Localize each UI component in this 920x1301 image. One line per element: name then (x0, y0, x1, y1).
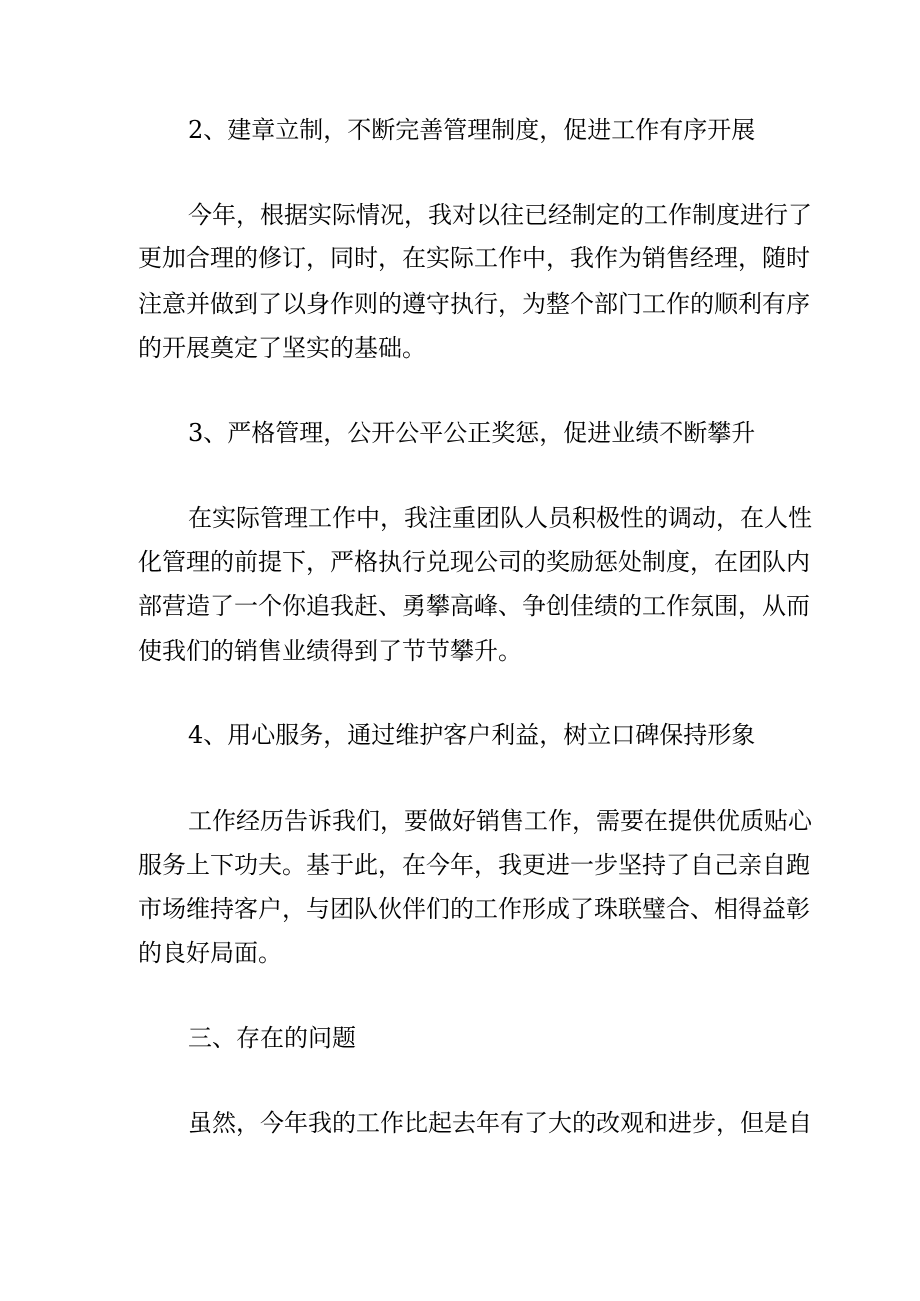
section-heading: 4、用心服务，通过维护客户利益，树立口碑保持形象 (188, 721, 756, 749)
section-heading: 3、严格管理，公开公平公正奖惩，促进业绩不断攀升 (188, 419, 756, 447)
paragraph-line: 的开展奠定了坚实的基础。 (138, 334, 426, 362)
paragraph-line: 今年，根据实际情况，我对以往已经制定的工作制度进行了 (188, 201, 812, 229)
paragraph-line: 的良好局面。 (138, 939, 282, 967)
paragraph-line: 市场维持客户，与团队伙伴们的工作形成了珠联璧合、相得益彰 (138, 895, 810, 923)
paragraph-line: 注意并做到了以身作则的遵守执行，为整个部门工作的顺利有序 (138, 290, 810, 318)
paragraph-line: 化管理的前提下，严格执行兑现公司的奖励惩处制度，在团队内 (138, 548, 810, 576)
paragraph-line: 使我们的销售业绩得到了节节攀升。 (138, 637, 522, 665)
paragraph-line: 更加合理的修订，同时，在实际工作中，我作为销售经理，随时 (138, 244, 810, 272)
section-heading: 2、建章立制，不断完善管理制度，促进工作有序开展 (188, 116, 756, 144)
paragraph-line: 虽然，今年我的工作比起去年有了大的改观和进步，但是自 (188, 1109, 812, 1137)
paragraph-line: 部营造了一个你追我赶、勇攀高峰、争创佳绩的工作氛围，从而 (138, 592, 810, 620)
paragraph-line: 工作经历告诉我们，要做好销售工作，需要在提供优质贴心 (188, 807, 812, 835)
paragraph-line: 在实际管理工作中，我注重团队人员积极性的调动，在人性 (188, 504, 812, 532)
paragraph-line: 服务上下功夫。基于此，在今年，我更进一步坚持了自己亲自跑 (138, 851, 810, 879)
section-heading: 三、存在的问题 (188, 1024, 356, 1052)
